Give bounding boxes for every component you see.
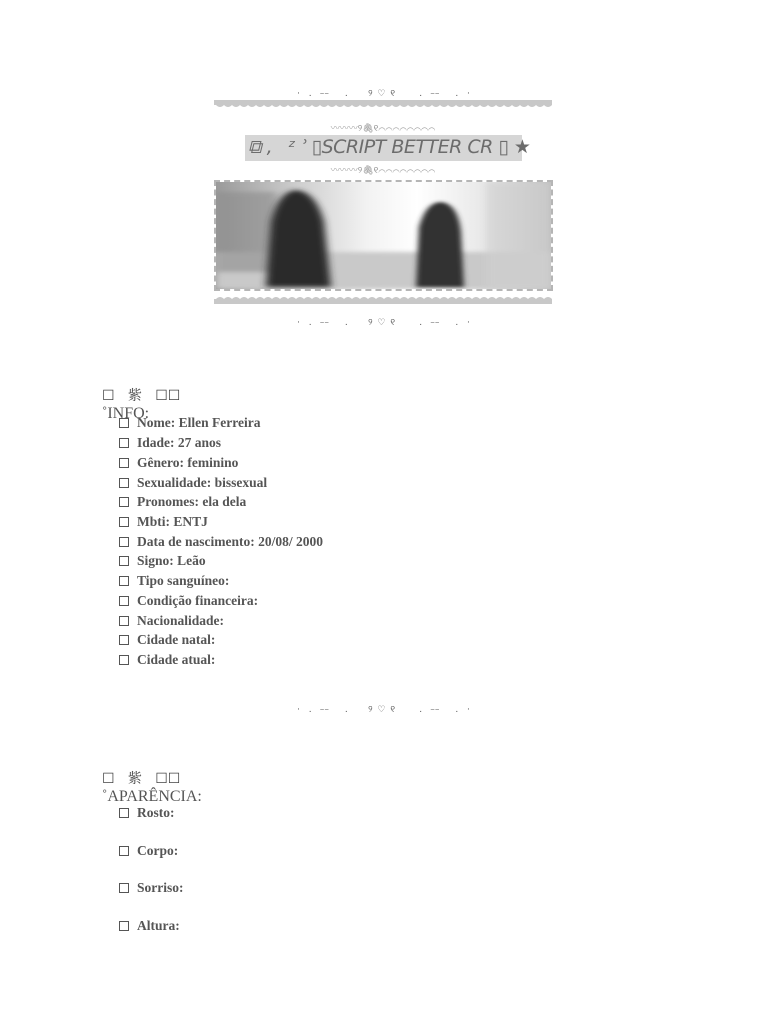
item-label: Rosto: [137,805,175,820]
info-item-tipo-sanguineo[interactable] [119,572,229,590]
checkbox[interactable] [119,635,129,645]
info-item-nacionalidade[interactable] [119,612,224,630]
item-label: Cidade atual: [137,652,216,667]
item-label: Sorriso: [137,880,184,895]
wave-ornament-bottom: 〰〰〰୨🖇୧⌒⌒⌒⌒⌒⌒⌒⌒ [330,166,436,176]
info-item-mbti[interactable] [119,513,208,531]
heading-icons: ☐ 紫 ☐☐ [102,771,181,787]
section-divider: · . ⎯⎯ . ୨ ♡ ୧ . ⎯⎯ . · [297,705,471,715]
checkbox[interactable] [119,517,129,527]
heading-label: ˚APARÊNCIA: [102,788,202,805]
section-heading-aparencia [94,750,202,806]
checkbox[interactable] [119,846,129,856]
checkbox[interactable] [119,616,129,626]
checkbox[interactable] [119,478,129,488]
checkbox[interactable] [119,576,129,586]
item-label: Sexualidade: bissexual [137,475,268,490]
blurred-figures-image [216,182,551,289]
checkbox[interactable] [119,596,129,606]
item-label: Altura: [137,918,180,933]
banner-bottom-divider: · . ⎯⎯ . ୨ ♡ ୧ . ⎯⎯ . · [297,318,471,328]
item-label: Gênero: feminino [137,455,239,470]
item-label: Corpo: [137,843,179,858]
item-label: Pronomes: ela dela [137,494,247,509]
item-label: Cidade natal: [137,632,216,647]
info-item-cidade-natal[interactable] [119,631,215,649]
wave-ornament-top: 〰〰〰୨🖇୧⌒⌒⌒⌒⌒⌒⌒⌒ [330,124,436,134]
info-item-nascimento[interactable] [119,533,323,551]
checkbox[interactable] [119,808,129,818]
info-item-genero[interactable] [119,454,238,472]
checkbox[interactable] [119,537,129,547]
banner-title: ⧉ , ᶻ ʾ ▯SCRIPT BETTER CR ▯ ★ [248,136,531,158]
top-divider: · . ⎯⎯ . ୨ ♡ ୧ . ⎯⎯ . · [297,89,471,99]
info-item-sexualidade[interactable] [119,474,267,492]
item-label: Tipo sanguíneo: [137,573,230,588]
item-label: Mbti: ENTJ [137,514,208,529]
checkbox[interactable] [119,883,129,893]
banner-photo [214,180,553,291]
appearance-item-rosto[interactable] [119,804,175,822]
info-item-condicao-financeira[interactable] [119,592,258,610]
checkbox[interactable] [119,921,129,931]
appearance-item-sorriso[interactable] [119,879,184,897]
heading-label: ˚INFO: [102,405,150,422]
item-label: Data de nascimento: 20/08/ 2000 [137,534,323,549]
checkbox[interactable] [119,458,129,468]
checkbox[interactable] [119,556,129,566]
item-label: Idade: 27 anos [137,435,222,450]
checkbox[interactable] [119,438,129,448]
heading-icons: ☐ 紫 ☐☐ [102,388,181,404]
info-item-pronomes[interactable] [119,493,246,511]
item-label: Nacionalidade: [137,613,225,628]
checkbox[interactable] [119,655,129,665]
info-item-nome[interactable] [119,414,260,432]
info-item-cidade-atual[interactable] [119,651,215,669]
item-label: Signo: Leão [137,553,206,568]
lace-border-top [214,100,552,110]
checkbox[interactable] [119,418,129,428]
checkbox[interactable] [119,497,129,507]
lace-border-bottom [214,294,552,304]
item-label: Condição financeira: [137,593,259,608]
info-item-idade[interactable] [119,434,221,452]
appearance-item-altura[interactable] [119,917,180,935]
item-label: Nome: Ellen Ferreira [137,415,261,430]
appearance-item-corpo[interactable] [119,842,178,860]
info-item-signo[interactable] [119,552,206,570]
